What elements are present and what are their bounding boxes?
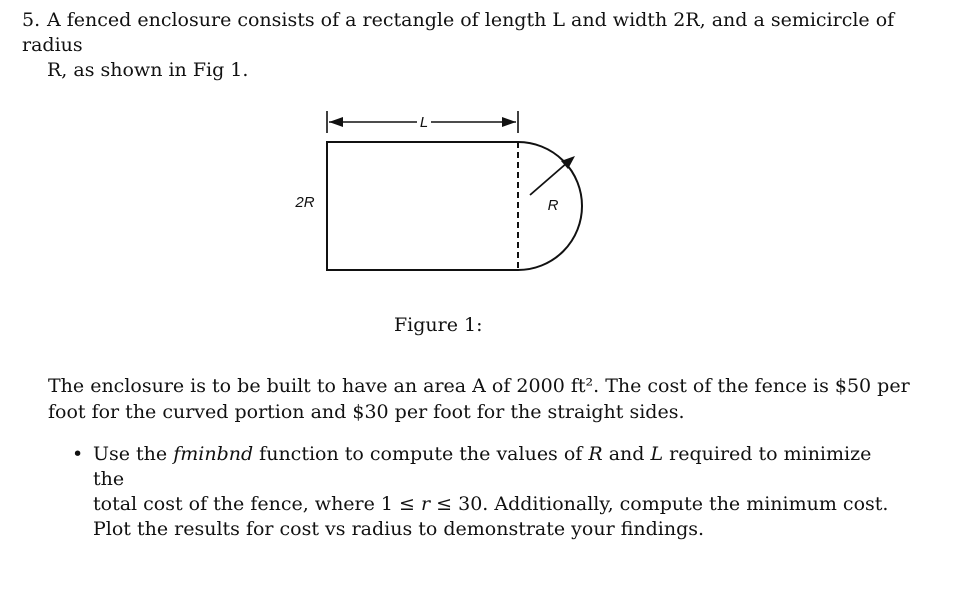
task-line-1 bbox=[93, 442, 908, 492]
task-text: Use the bbox=[93, 443, 174, 465]
task-text: function to compute the values of bbox=[253, 443, 589, 465]
length-arrow-right bbox=[502, 117, 516, 127]
task-text: and bbox=[602, 443, 651, 465]
rectangle-outline bbox=[327, 142, 518, 270]
problem-number: 5. bbox=[22, 9, 41, 31]
task-text: required to minimize the bbox=[93, 443, 872, 490]
problem-text-1: A fenced enclosure consists of a rectangle of length L and width 2R, and a semicircle of radius bbox=[22, 9, 895, 56]
task-list bbox=[48, 442, 908, 542]
paragraph-line-2: foot for the curved portion and $30 per foot for the straight sides. bbox=[48, 401, 685, 423]
enclosure-figure bbox=[285, 105, 595, 280]
length-label: L bbox=[419, 114, 429, 131]
width-label: 2R bbox=[295, 194, 315, 211]
task-item bbox=[48, 442, 908, 542]
task-text: ≤ 30. Additionally, compute the minimum cost. bbox=[430, 493, 889, 515]
variable-R: R bbox=[588, 443, 603, 465]
radius-line bbox=[530, 162, 568, 195]
figure-caption: Figure 1: bbox=[394, 314, 483, 336]
function-name: fminbnd bbox=[173, 443, 254, 465]
bullet-icon: • bbox=[72, 443, 84, 465]
problem-line-1 bbox=[22, 8, 922, 58]
problem-statement bbox=[22, 8, 922, 83]
task-text: total cost of the fence, where 1 ≤ bbox=[93, 493, 422, 515]
paragraph-line-1: The enclosure is to be built to have an area A of 2000 ft². The cost of the fence is $50 per bbox=[48, 375, 910, 397]
cost-paragraph bbox=[48, 373, 928, 425]
variable-L: L bbox=[650, 443, 664, 465]
variable-r: r bbox=[421, 493, 431, 515]
task-line-2 bbox=[93, 492, 908, 517]
radius-label: R bbox=[547, 197, 559, 214]
enclosure-diagram bbox=[285, 105, 595, 280]
length-arrow-left bbox=[329, 117, 343, 127]
task-line-3: Plot the results for cost vs radius to demonstrate your findings. bbox=[93, 518, 705, 540]
problem-line-2: R, as shown in Fig 1. bbox=[47, 59, 249, 81]
